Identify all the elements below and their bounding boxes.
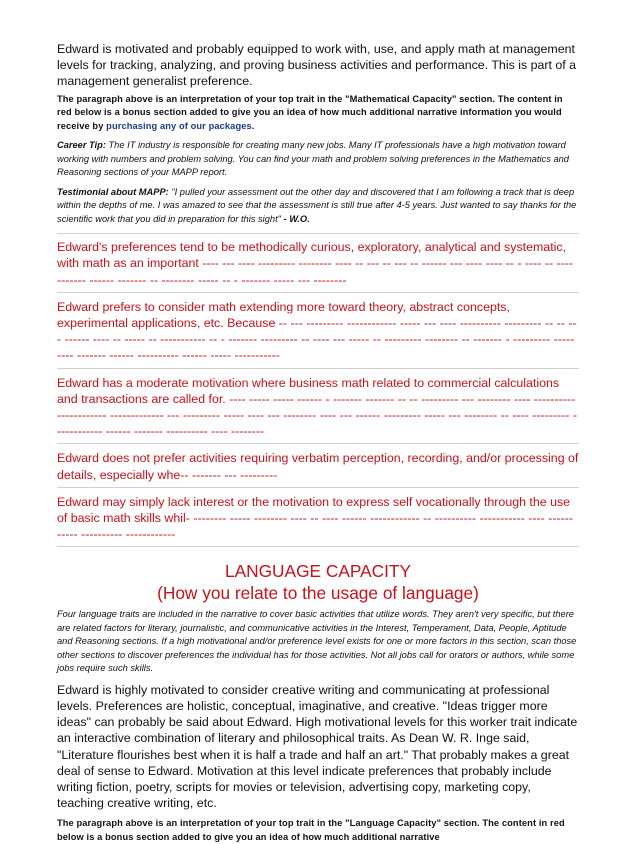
career-tip-text: The IT industry is responsible for creating many new jobs. Many IT professionals have a high motivation toward working with numbers and problem solving. You can find your math and problem solving preferences in the Mathematics and Reasoning sections of your MAPP report. [57,140,569,178]
redacted-dashes: -- --- --------- ------------ ----- --- ---- ---------- --------- -- -- --- ------ ---- -- ----- -- ----------- -- - ------- --------- -- ---- --- ----- -- --------- -------- -- ------- - --------- ----- ---- ------- ------ ---------- ------ ----- ----------- [57,315,577,363]
math-interpretation-note [57,93,579,134]
document-content [57,41,579,844]
red-bonus-item [57,450,579,487]
section-heading [57,561,579,604]
red-bonus-text: Edward prefers to consider math extending more toward theory, abstract concepts, experimental applications, etc. Because [57,299,510,330]
math-note-end: . [251,120,255,131]
red-bonus-text: Edward does not prefer activities requiring verbatim perception, recording, and/or processing of details, especially whe [57,451,579,482]
redacted-dashes: ---- ----- ----- ------ - ------- ------- -- -- --------- --- -------- ---- ---------- ------------ ------------- --- --------- ----- ---- --- -------- ---- --- ------ --------- ----- --- -------- -- ---- --------- ------------ ------ ------- ---------- ---- -------- [57,391,577,439]
red-bonus-item [57,494,579,548]
testimonial-author: - W.O. [283,213,310,224]
language-description: Four language traits are included in the narrative to cover basic activities that utilize words. They aren't very specific, but there are related factors for literary, journalistic, and communicative activities in the Interest, Temperament, Data, People, Aptitude and Reasoning sections. If a high motivational and/or preference level exists for one or more factors in this section, scan those other sections to discover preferences the individual has for those activities. Not all jobs call for orators or authors, while some jobs require such skills. [57,609,577,674]
math-note-text: The paragraph above is an interpretation of your top trait in the "Mathematical Capacity" section. The content in red below is a bonus section added to give you an idea of how much additional narrative information you would receive by [57,93,563,131]
language-body-paragraph: Edward is highly motivated to consider creative writing and communicating at professional levels. Preferences are holistic, conceptual, imaginative, and creative. "Ideas trigger more ideas" can probably be said about Edward. High motivational levels for this worker trait indicate an interactive combination of literary and philosophical traits. As Dean W. R. Inge said, "Literature flourishes best when it is half a trade and half an art." That probably makes a great deal of sense to Edward. Motivation at this level indicate preferences that probably include writing fiction, poetry, scripts for movies or television, advertising copy, marketing copy, teaching creative writing, etc. [57,682,578,811]
career-tip-label: Career Tip: [57,140,106,151]
purchase-packages-link[interactable]: purchasing any of our packages [106,120,252,131]
redacted-dashes: -- ------- --- --------- [180,467,278,482]
section-subtitle: (How you relate to the usage of language) [157,582,479,603]
red-bonus-item [57,299,579,369]
red-bonus-text: Edward may simply lack interest or the motivation to express self vocationally through the use of basic math skills whil [57,494,571,525]
language-interpretation-note: The paragraph above is an interpretation of your top trait in the "Language Capacity" section. The content in red below is a bonus section added to give you an idea of how much additional narrative [57,818,565,842]
testimonial-label: Testimonial about MAPP: [57,186,169,197]
section-title: LANGUAGE CAPACITY [225,561,411,582]
redacted-dashes: - -------- ----- -------- ---- -- ---- ------ ------------ -- ---------- ----------- ---- ------ ----- ---------- ------------ [57,510,573,542]
testimonial-text: "I pulled your assessment out the other day and discovered that I am following a track that is deep within the depths of me. I was amazed to see that the assessment is still true after 4-5 years. Just wanted to say thanks for the scientific work that you did in preparation for this sight" [57,186,577,224]
red-bonus-item [57,233,579,293]
math-intro-paragraph: Edward is motivated and probably equipped to work with, use, and apply math at management levels for tracking, analyzing, and proving business activities and performance. This is part of a management generalist preference. [57,42,577,89]
career-tip [57,139,579,180]
testimonial [57,186,579,227]
red-bonus-item [57,375,579,445]
red-bonus-text: Edward has a moderate motivation where business math related to commercial calculations and transactions are called for. [57,375,560,406]
red-bonus-text: Edward's preferences tend to be methodically curious, exploratory, analytical and systematic, with math as an important [57,240,567,271]
redacted-dashes: ---- --- ---- --------- -------- ---- -- --- -- --- -- ------ --- ---- ---- -- - ---- -- ---- ------- ------ ------- -- -------- ----- -- - ------- ----- --- -------- [57,256,574,287]
